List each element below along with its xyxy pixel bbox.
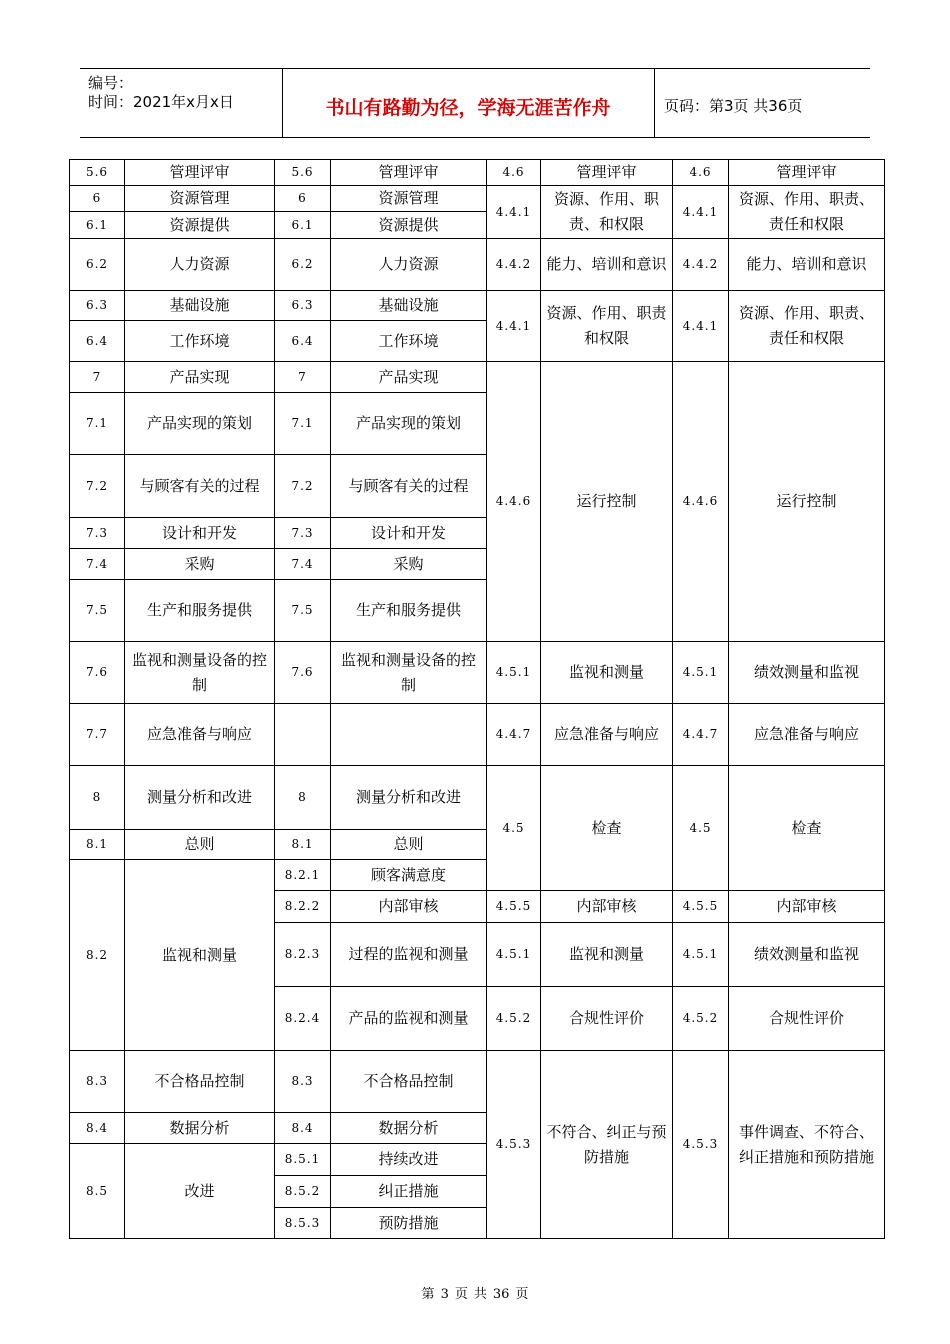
table-cell: 8.3 xyxy=(70,1051,125,1113)
table-cell: 4.5.1 xyxy=(673,923,729,987)
table-cell: 监视和测量 xyxy=(125,860,275,1051)
table-cell: 检查 xyxy=(729,766,885,891)
table-cell: 绩效测量和监视 xyxy=(729,923,885,987)
page-indicator: 页码：第3页 共36页 xyxy=(664,97,803,115)
table-cell: 7.4 xyxy=(275,549,331,580)
table-cell: 4.5.2 xyxy=(487,987,541,1051)
table-cell: 4.5.5 xyxy=(487,891,541,923)
table-cell: 检查 xyxy=(541,766,673,891)
table-cell: 8.2.2 xyxy=(275,891,331,923)
table-cell: 运行控制 xyxy=(541,362,673,642)
table-cell: 资源管理 xyxy=(331,186,487,212)
table-cell: 8.4 xyxy=(70,1113,125,1144)
table-cell: 产品实现的策划 xyxy=(331,393,487,455)
table-cell: 4.4.7 xyxy=(487,704,541,766)
table-cell: 改进 xyxy=(125,1144,275,1239)
table-cell: 产品的监视和测量 xyxy=(331,987,487,1051)
table-row xyxy=(70,642,885,704)
table-cell: 资源提供 xyxy=(125,212,275,239)
table-cell: 运行控制 xyxy=(729,362,885,642)
table-cell: 过程的监视和测量 xyxy=(331,923,487,987)
table-cell: 合规性评价 xyxy=(729,987,885,1051)
table-cell: 4.5.2 xyxy=(673,987,729,1051)
table-cell: 应急准备与响应 xyxy=(125,704,275,766)
footer-total-number: 36 xyxy=(492,1287,510,1302)
table-cell: 与顾客有关的过程 xyxy=(331,455,487,518)
table-cell: 4.4.7 xyxy=(673,704,729,766)
table-cell: 4.5.1 xyxy=(487,923,541,987)
table-cell: 6.1 xyxy=(70,212,125,239)
table-cell: 人力资源 xyxy=(125,239,275,291)
table-cell: 6 xyxy=(275,186,331,212)
table-cell: 6.3 xyxy=(275,291,331,321)
table-cell: 6.2 xyxy=(275,239,331,291)
table-cell: 8.4 xyxy=(275,1113,331,1144)
table-cell: 8.2.1 xyxy=(275,860,331,891)
table-cell: 能力、培训和意识 xyxy=(541,239,673,291)
footer-page-number: 3 xyxy=(440,1287,449,1302)
table-cell: 4.6 xyxy=(673,160,729,186)
table-cell: 总则 xyxy=(125,830,275,860)
document-time-label: 时间：2021年x月x日 xyxy=(88,93,234,111)
table-cell: 4.5.3 xyxy=(673,1051,729,1239)
table-cell: 测量分析和改进 xyxy=(331,766,487,830)
table-cell: 与顾客有关的过程 xyxy=(125,455,275,518)
page-header xyxy=(80,68,870,138)
table-cell: 8.5.1 xyxy=(275,1144,331,1176)
table-cell: 7.2 xyxy=(275,455,331,518)
table-cell: 4.5 xyxy=(673,766,729,891)
table-cell: 产品实现 xyxy=(125,362,275,393)
table-cell: 6.1 xyxy=(275,212,331,239)
table-cell: 8.3 xyxy=(275,1051,331,1113)
table-cell: 7.3 xyxy=(70,518,125,549)
footer-page-word: 第 xyxy=(421,1287,435,1302)
table-cell: 5.6 xyxy=(70,160,125,186)
table-cell: 顾客满意度 xyxy=(331,860,487,891)
table-cell: 监视和测量 xyxy=(541,923,673,987)
table-cell: 产品实现 xyxy=(331,362,487,393)
table-cell: 5.6 xyxy=(275,160,331,186)
table-cell: 8.1 xyxy=(70,830,125,860)
table-cell: 资源、作用、职责、责任和权限 xyxy=(729,186,885,239)
table-cell: 4.5.3 xyxy=(487,1051,541,1239)
table-cell: 持续改进 xyxy=(331,1144,487,1176)
table-cell: 7.6 xyxy=(70,642,125,704)
table-cell: 生产和服务提供 xyxy=(331,580,487,642)
table-cell: 6 xyxy=(70,186,125,212)
table-cell: 人力资源 xyxy=(331,239,487,291)
table-cell: 绩效测量和监视 xyxy=(729,642,885,704)
table-cell: 能力、培训和意识 xyxy=(729,239,885,291)
table-cell: 采购 xyxy=(331,549,487,580)
table-cell: 资源、作用、职责、和权限 xyxy=(541,186,673,239)
document-number-label: 编号： xyxy=(88,74,134,92)
footer-total-unit: 页 xyxy=(515,1287,529,1302)
table-cell: 基础设施 xyxy=(125,291,275,321)
table-cell: 工作环境 xyxy=(125,321,275,362)
table-cell: 管理评审 xyxy=(541,160,673,186)
motto: 书山有路勤为径，学海无涯苦作舟 xyxy=(325,97,611,119)
table-cell: 6.2 xyxy=(70,239,125,291)
page-footer xyxy=(0,1283,950,1302)
table-row xyxy=(70,160,885,186)
header-motto-cell xyxy=(282,69,655,137)
table-cell: 4.4.6 xyxy=(673,362,729,642)
table-cell: 内部审核 xyxy=(331,891,487,923)
table-cell: 6.3 xyxy=(70,291,125,321)
table-cell: 7.5 xyxy=(275,580,331,642)
table-cell: 设计和开发 xyxy=(125,518,275,549)
table-cell: 4.6 xyxy=(487,160,541,186)
table-cell: 8.2.3 xyxy=(275,923,331,987)
table-cell: 资源管理 xyxy=(125,186,275,212)
header-meta xyxy=(80,69,283,137)
table-cell: 7.3 xyxy=(275,518,331,549)
table-row xyxy=(70,766,885,830)
table-cell: 7.4 xyxy=(70,549,125,580)
table-cell: 4.4.1 xyxy=(673,291,729,362)
table-cell: 4.4.1 xyxy=(487,291,541,362)
table-cell: 预防措施 xyxy=(331,1208,487,1239)
table-cell: 4.4.2 xyxy=(673,239,729,291)
table-cell: 工作环境 xyxy=(331,321,487,362)
footer-total-word: 共 xyxy=(473,1287,487,1302)
table-cell: 资源、作用、职责和权限 xyxy=(541,291,673,362)
table-cell: 7.1 xyxy=(70,393,125,455)
table-cell: 数据分析 xyxy=(331,1113,487,1144)
table-cell: 不合格品控制 xyxy=(331,1051,487,1113)
clause-comparison-table xyxy=(69,159,885,1239)
table-row xyxy=(70,186,885,212)
table-cell: 设计和开发 xyxy=(331,518,487,549)
table-cell: 不符合、纠正与预防措施 xyxy=(541,1051,673,1239)
table-cell: 8.2.4 xyxy=(275,987,331,1051)
table-cell: 资源、作用、职责、责任和权限 xyxy=(729,291,885,362)
table-cell: 管理评审 xyxy=(331,160,487,186)
table-cell: 7 xyxy=(275,362,331,393)
table-cell: 4.4.1 xyxy=(487,186,541,239)
table-cell: 合规性评价 xyxy=(541,987,673,1051)
table-cell: 7.6 xyxy=(275,642,331,704)
table-cell: 4.4.1 xyxy=(673,186,729,239)
table-cell: 7.5 xyxy=(70,580,125,642)
table-cell: 基础设施 xyxy=(331,291,487,321)
table-cell: 7.2 xyxy=(70,455,125,518)
table-cell: 应急准备与响应 xyxy=(729,704,885,766)
table-cell: 监视和测量 xyxy=(541,642,673,704)
table-cell: 总则 xyxy=(331,830,487,860)
table-cell: 8.5 xyxy=(70,1144,125,1239)
table-cell: 8 xyxy=(275,766,331,830)
table-cell: 7.7 xyxy=(70,704,125,766)
table-cell: 8.1 xyxy=(275,830,331,860)
table-row xyxy=(70,1051,885,1113)
table-cell: 应急准备与响应 xyxy=(541,704,673,766)
table-cell: 产品实现的策划 xyxy=(125,393,275,455)
table-cell: 7.1 xyxy=(275,393,331,455)
table-cell: 内部审核 xyxy=(541,891,673,923)
table-cell: 数据分析 xyxy=(125,1113,275,1144)
table-cell: 采购 xyxy=(125,549,275,580)
table-cell: 8.5.2 xyxy=(275,1176,331,1208)
table-cell: 4.5 xyxy=(487,766,541,891)
table-cell: 4.5.1 xyxy=(487,642,541,704)
table-row xyxy=(70,239,885,291)
footer-page-unit: 页 xyxy=(454,1287,468,1302)
table-cell: 纠正措施 xyxy=(331,1176,487,1208)
table-cell: 内部审核 xyxy=(729,891,885,923)
table-cell: 8 xyxy=(70,766,125,830)
table-cell: 监视和测量设备的控制 xyxy=(125,642,275,704)
table-cell: 管理评审 xyxy=(125,160,275,186)
table-cell xyxy=(331,704,487,766)
table-row xyxy=(70,291,885,321)
table-cell: 6.4 xyxy=(275,321,331,362)
table-cell: 8.5.3 xyxy=(275,1208,331,1239)
table-cell: 不合格品控制 xyxy=(125,1051,275,1113)
table-cell: 事件调查、不符合、纠正措施和预防措施 xyxy=(729,1051,885,1239)
table-cell: 4.4.2 xyxy=(487,239,541,291)
table-row xyxy=(70,362,885,393)
table-cell: 8.2 xyxy=(70,860,125,1051)
header-page-cell xyxy=(654,69,870,137)
table-cell: 管理评审 xyxy=(729,160,885,186)
table-cell: 生产和服务提供 xyxy=(125,580,275,642)
table-cell: 4.4.6 xyxy=(487,362,541,642)
table-cell: 7 xyxy=(70,362,125,393)
table-cell: 监视和测量设备的控制 xyxy=(331,642,487,704)
table-cell: 资源提供 xyxy=(331,212,487,239)
table-cell xyxy=(275,704,331,766)
table-cell: 测量分析和改进 xyxy=(125,766,275,830)
table-cell: 4.5.1 xyxy=(673,642,729,704)
table-row xyxy=(70,704,885,766)
table-cell: 4.5.5 xyxy=(673,891,729,923)
table-cell: 6.4 xyxy=(70,321,125,362)
